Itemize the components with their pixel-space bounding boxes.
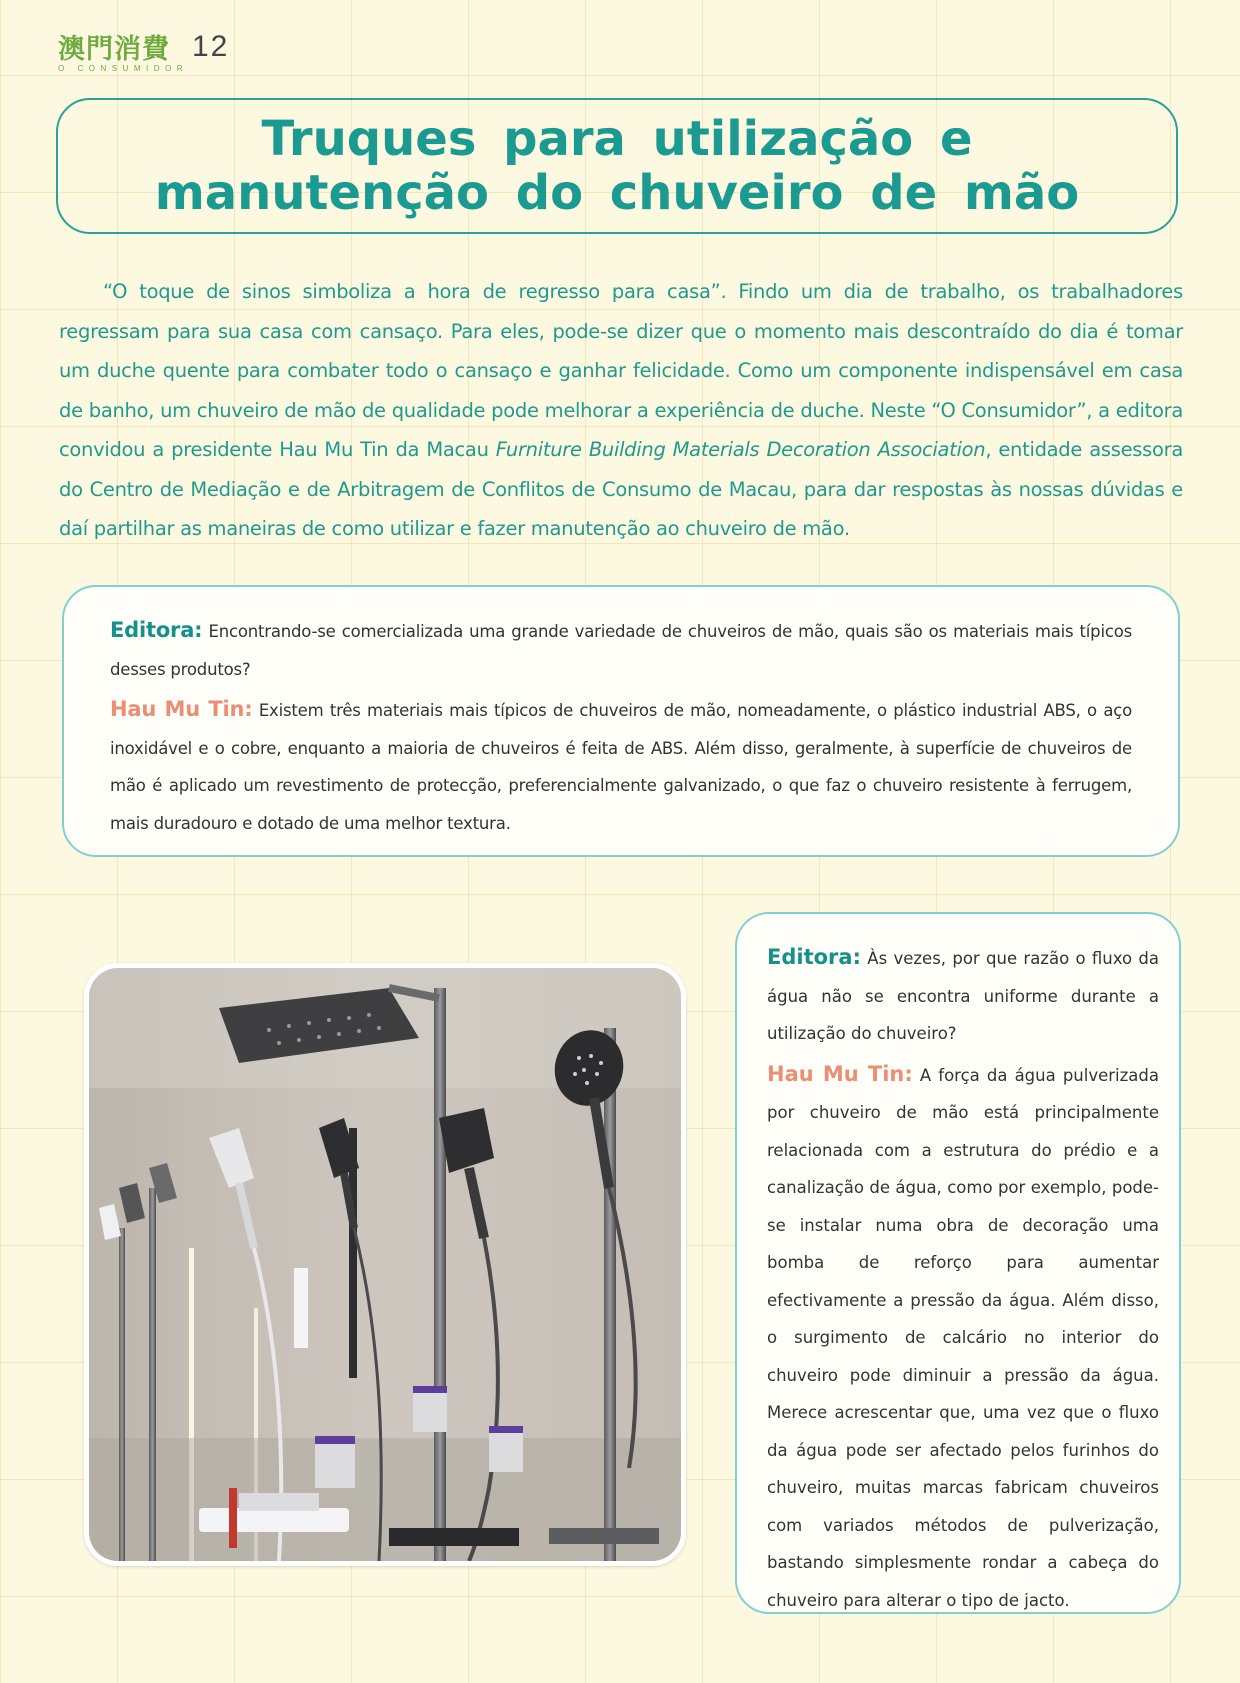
answer-text: A força da água pulverizada por chuveiro de mão está principalmente relacionada com a estrutura do prédio e a canalização de água, como por exemplo, pode-se instalar numa obra de decoração uma bomba de reforço para aumentar efectivamente a pressão da água. Além disso, o surgimento de calcário no interior do chuveiro pode diminuir a pressão da água. Merece acrescentar que, uma vez que o fluxo da água pode ser afectado pelos furinhos do chuveiro, muitas marcas fabricam chuveiros com variados métodos de pulverização, bastando simplesmente rondar a cabeça do chuveiro para alterar o tipo de jacto. <box>767 1065 1159 1610</box>
article-title-line-2: manutenção do chuveiro de mão <box>154 165 1080 221</box>
question-text: Às vezes, por que razão o fluxo da água não se encontra uniforme durante a utilização do chuveiro? <box>767 949 1159 1043</box>
logo-chinese-text: 澳門消費 <box>58 34 170 65</box>
question-text: Encontrando-se comercializada uma grande variedade de chuveiros de mão, quais são os materiais mais típicos desses produtos? <box>110 622 1132 679</box>
intro-association-name: Furniture Building Materials Decoration Association <box>495 438 986 461</box>
intro-paragraph <box>59 272 1183 549</box>
intro-text-part-1: “O toque de sinos simboliza a hora de regresso para casa”. Findo um dia de trabalho, os trabalhadores regressam para sua casa com cansaço. Para eles, pode-se dizer que o momento mais descontraído do dia é tomar um duche quente para combater todo o cansaço e ganhar felicidade. Como um componente indispensável em casa de banho, um chuveiro de mão de qualidade pode melhorar a experiência de duche. Neste “O Consumidor”, a editora convidou a presidente Hau Mu Tin da Macau <box>59 280 1183 461</box>
respondent-label: Hau Mu Tin: <box>767 1061 913 1086</box>
qa-box-water-flow <box>735 912 1181 1614</box>
answer-paragraph <box>767 1056 1159 1620</box>
shower-display-photo <box>84 963 686 1566</box>
question-paragraph <box>767 939 1159 1053</box>
editor-label: Editora: <box>110 618 203 642</box>
answer-text: Existem três materiais mais típicos de chuveiros de mão, nomeadamente, o plástico industrial ABS, o aço inoxidável e o cobre, enquanto a maioria de chuveiros é feita de ABS. Além disso, geralmente, à superfície de chuveiros de mão é aplicado um revestimento de protecção, preferencialmente galvanizado, o que faz o chuveiro resistente à ferrugem, mais duradouro e dotado de uma melhor textura. <box>110 701 1132 833</box>
answer-paragraph <box>110 691 1132 842</box>
qa-box-materials <box>62 585 1180 857</box>
page-number: 12 <box>192 30 230 63</box>
article-title-line-1: Truques para utilização e <box>261 111 973 167</box>
magazine-logo <box>58 34 188 73</box>
respondent-label: Hau Mu Tin: <box>110 697 253 721</box>
logo-subtitle: O CONSUMIDOR <box>58 64 188 73</box>
editor-label: Editora: <box>767 945 861 969</box>
intro-text-part-2: , entidade assessora do Centro de Mediação e de Arbitragem de Conflitos de Consumo de Macau, para dar respostas às nossas dúvidas e daí partilhar as maneiras de como utilizar e fazer manutenção ao chuveiro de mão. <box>59 438 1184 540</box>
article-title-box <box>56 98 1178 234</box>
question-paragraph <box>110 612 1132 688</box>
